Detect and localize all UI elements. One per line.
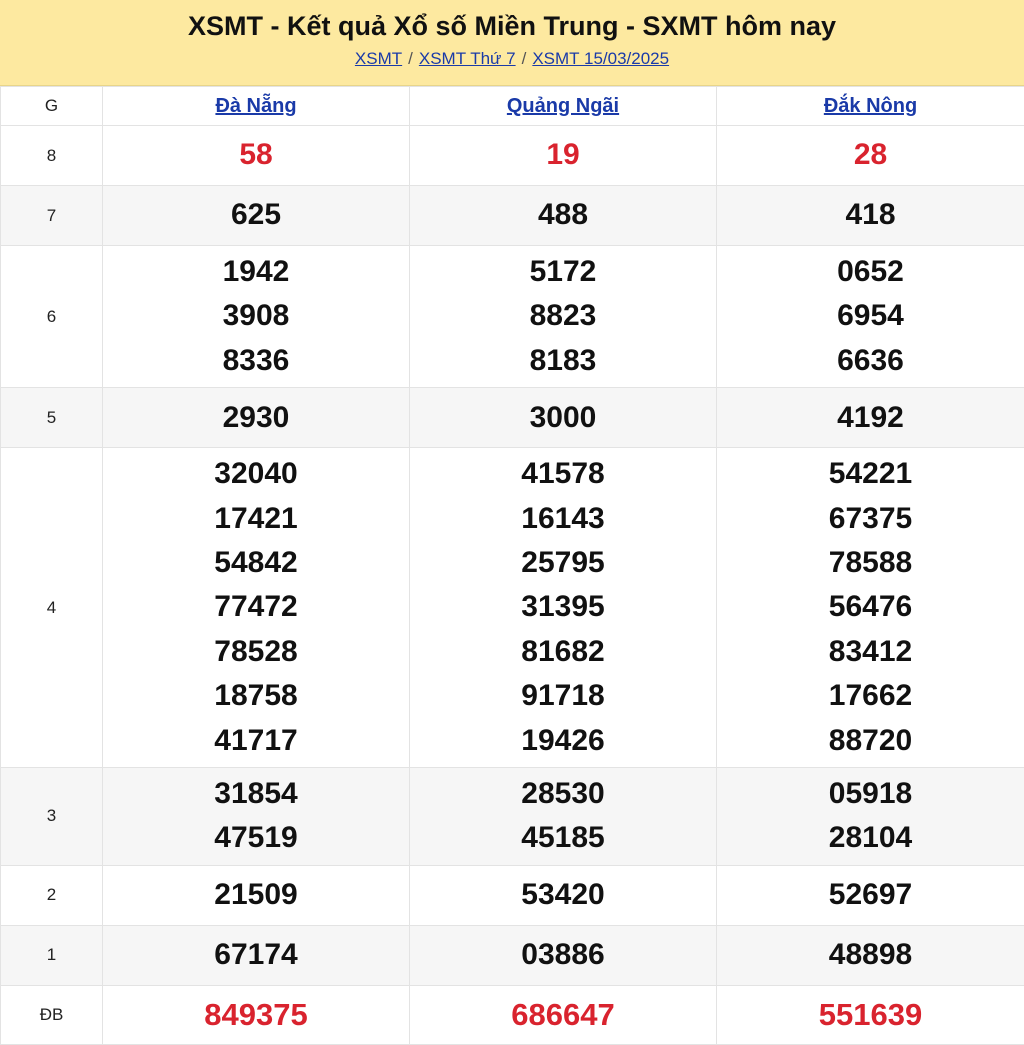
prize-label: ĐB [1,985,103,1044]
prize-label: 1 [1,925,103,985]
prize-number: 19426 [410,719,716,763]
prize-cell [717,126,1024,186]
prize-cell [717,768,1024,866]
prize-cell [717,865,1024,925]
prize-cell [717,186,1024,246]
prize-number: 25795 [410,541,716,585]
prize-cell [410,388,717,448]
prize-number: 28530 [410,772,716,816]
prize-row [1,448,1024,768]
prize-number: 551639 [717,993,1024,1037]
prize-row [1,126,1024,186]
prize-number: 6954 [717,294,1024,338]
prize-number: 32040 [103,452,409,496]
breadcrumb-separator: / [522,49,527,68]
prize-number: 54842 [103,541,409,585]
prize-cell [103,126,410,186]
prize-label: 6 [1,246,103,388]
prize-number: 8183 [410,339,716,383]
prize-row [1,925,1024,985]
prize-number: 686647 [410,993,716,1037]
prize-row [1,246,1024,388]
breadcrumb-xsmt-thu7[interactable]: XSMT Thứ 7 [419,49,516,68]
prize-number: 48898 [717,933,1024,977]
prize-rows [1,126,1024,1045]
prize-number: 78588 [717,541,1024,585]
prize-label: 5 [1,388,103,448]
prize-number: 05918 [717,772,1024,816]
prize-cell [410,925,717,985]
prize-number: 0652 [717,250,1024,294]
prize-cell [717,246,1024,388]
prize-number: 78528 [103,630,409,674]
prize-number: 418 [717,193,1024,237]
prize-number: 53420 [410,873,716,917]
prize-number: 8336 [103,339,409,383]
prize-number: 17421 [103,497,409,541]
prize-row [1,388,1024,448]
prize-row [1,865,1024,925]
prize-number: 83412 [717,630,1024,674]
prize-cell [103,448,410,768]
prize-number: 1942 [103,250,409,294]
prize-number: 28104 [717,816,1024,860]
prize-number: 6636 [717,339,1024,383]
prize-number: 31854 [103,772,409,816]
prize-number: 47519 [103,816,409,860]
prize-number: 28 [717,133,1024,177]
page-header [0,0,1024,86]
prize-number: 31395 [410,585,716,629]
prize-cell [410,448,717,768]
prize-cell [410,768,717,866]
prize-cell [717,448,1024,768]
prize-number: 58 [103,133,409,177]
prize-label: 2 [1,865,103,925]
breadcrumb-separator: / [408,49,413,68]
province-link-dak-nong[interactable]: Đắk Nông [824,95,917,117]
prize-number: 3000 [410,396,716,440]
prize-number: 03886 [410,933,716,977]
prize-label: 8 [1,126,103,186]
prize-cell [410,126,717,186]
prize-cell [410,985,717,1044]
prize-number: 88720 [717,719,1024,763]
prize-row [1,186,1024,246]
prize-cell [410,865,717,925]
prize-number: 19 [410,133,716,177]
prize-number: 3908 [103,294,409,338]
prize-cell [103,388,410,448]
prize-number: 625 [103,193,409,237]
prize-number: 21509 [103,873,409,917]
province-link-quang-ngai[interactable]: Quảng Ngãi [507,95,619,117]
prize-label: 7 [1,186,103,246]
prize-number: 41578 [410,452,716,496]
prize-cell [103,865,410,925]
prize-label: 3 [1,768,103,866]
province-header-dak-nong [717,87,1024,126]
prize-cell [103,246,410,388]
prize-number: 54221 [717,452,1024,496]
prize-number: 67375 [717,497,1024,541]
prize-cell [717,388,1024,448]
prize-row [1,985,1024,1044]
prize-number: 17662 [717,674,1024,718]
prize-cell [103,768,410,866]
province-header-da-nang [103,87,410,126]
prize-column-header: G [1,87,103,126]
prize-number: 81682 [410,630,716,674]
prize-number: 45185 [410,816,716,860]
prize-number: 4192 [717,396,1024,440]
prize-number: 52697 [717,873,1024,917]
prize-number: 77472 [103,585,409,629]
prize-number: 5172 [410,250,716,294]
prize-cell [410,186,717,246]
prize-number: 56476 [717,585,1024,629]
prize-number: 2930 [103,396,409,440]
breadcrumb-xsmt-date[interactable]: XSMT 15/03/2025 [532,49,669,68]
breadcrumb [0,49,1024,69]
prize-cell [410,246,717,388]
prize-cell [103,985,410,1044]
prize-cell [103,925,410,985]
prize-number: 41717 [103,719,409,763]
province-header-quang-ngai [410,87,717,126]
prize-number: 67174 [103,933,409,977]
prize-number: 488 [410,193,716,237]
prize-row [1,768,1024,866]
prize-cell [717,925,1024,985]
results-table [0,86,1024,1045]
prize-label: 4 [1,448,103,768]
prize-number: 849375 [103,993,409,1037]
province-link-da-nang[interactable]: Đà Nẵng [215,95,296,117]
page-title: XSMT - Kết quả Xổ số Miền Trung - SXMT hôm nay [0,0,1024,41]
prize-number: 91718 [410,674,716,718]
prize-cell [717,985,1024,1044]
breadcrumb-xsmt[interactable]: XSMT [355,49,402,68]
prize-number: 18758 [103,674,409,718]
prize-number: 8823 [410,294,716,338]
prize-number: 16143 [410,497,716,541]
prize-cell [103,186,410,246]
